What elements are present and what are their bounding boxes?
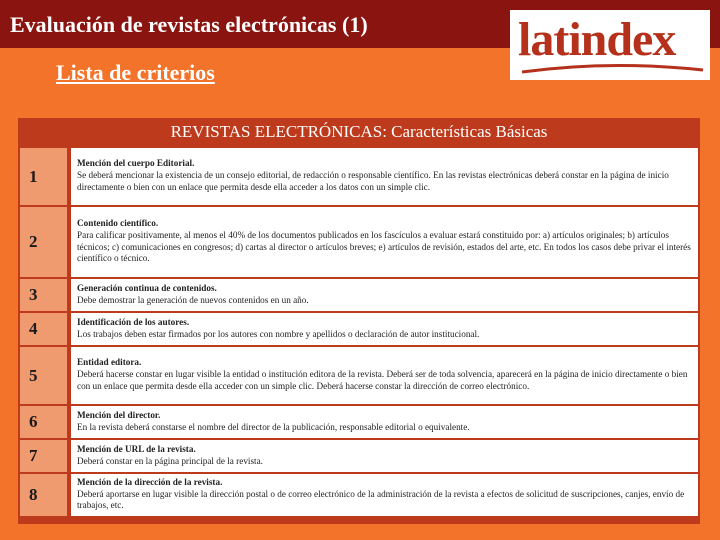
row-number: 1 [20, 148, 67, 205]
row-description [71, 279, 698, 311]
row-number: 7 [20, 440, 67, 472]
latindex-logo [510, 10, 710, 80]
row-text: Deberá aportarse en lugar visible la dirección postal o de correo electrónico de la administración de la revista a efectos de solicitud de suscripciones, canjes, envío de trabajos, etc. [77, 488, 685, 511]
table-row [20, 313, 698, 345]
row-number: 3 [20, 279, 67, 311]
table-row [20, 148, 698, 205]
logo-swoosh-icon [520, 62, 705, 76]
row-text: Se deberá mencionar la existencia de un consejo editorial, de redacción o responsable científico. En las revistas electrónicas deberá constar en la página de inicio directamente o bien con un enlace que permita desde ella acceder a los datos con un simple clic. [77, 170, 669, 192]
row-description [71, 474, 698, 516]
row-title: Mención del director. [77, 409, 161, 420]
table-heading: REVISTAS ELECTRÓNICAS: Características Básicas [170, 122, 548, 141]
row-title: Entidad editora. [77, 357, 142, 368]
row-title: Mención de URL de la revista. [77, 443, 196, 454]
row-text: Deberá constar en la página principal de la revista. [77, 455, 263, 466]
page-title: Evaluación de revistas electrónicas (1) [10, 12, 368, 37]
row-number: 2 [20, 207, 67, 277]
row-text: Debe demostrar la generación de nuevos contenidos en un año. [77, 294, 309, 305]
table-row [20, 474, 698, 516]
row-description [71, 207, 698, 277]
row-description [71, 313, 698, 345]
table-row [20, 347, 698, 404]
criteria-table-frame [18, 118, 700, 524]
row-number: 6 [20, 406, 67, 438]
row-description [71, 148, 698, 205]
page-subtitle: Lista de criterios [56, 60, 215, 85]
row-title: Generación continua de contenidos. [77, 282, 217, 293]
criteria-table [20, 146, 698, 518]
row-title: Mención del cuerpo Editorial. [77, 158, 195, 169]
row-description [71, 347, 698, 404]
row-text: Los trabajos deben estar firmados por los autores con nombre y apellidos o declaración de autor institucional. [77, 328, 480, 339]
row-title: Identificación de los autores. [77, 316, 190, 327]
table-row [20, 406, 698, 438]
row-number: 5 [20, 347, 67, 404]
row-number: 8 [20, 474, 67, 516]
row-text: En la revista deberá constarse el nombre del director de la publicación, responsable editorial o equivalente. [77, 421, 470, 432]
table-row [20, 207, 698, 277]
row-text: Deberá hacerse constar en lugar visible la entidad o institución editora de la revista. Deberá ser de toda solvencia, aparecerá en la página de inicio directamente o bien con un enlace que permita desde ella acceder con un simple clic. Deberá hacerse constar la dirección de correo electrónico. [77, 369, 688, 391]
row-description [71, 406, 698, 438]
row-title: Mención de la dirección de la revista. [77, 476, 223, 487]
row-description [71, 440, 698, 472]
table-row [20, 279, 698, 311]
row-title: Contenido científico. [77, 217, 159, 228]
row-number: 4 [20, 313, 67, 345]
row-text: Para calificar positivamente, al menos el 40% de los documentos publicados en los fascículos a evaluar estará constituido por: a) artículos originales; b) artículos técnicos; c) comunicaciones en congresos; d) cartas al director o artículos breves; e) artículos de revisión, estados del arte, etc. En todos los casos debe privar el interés científico o técnico. [77, 229, 691, 264]
logo-wordmark: latindex [518, 13, 676, 66]
table-row [20, 440, 698, 472]
